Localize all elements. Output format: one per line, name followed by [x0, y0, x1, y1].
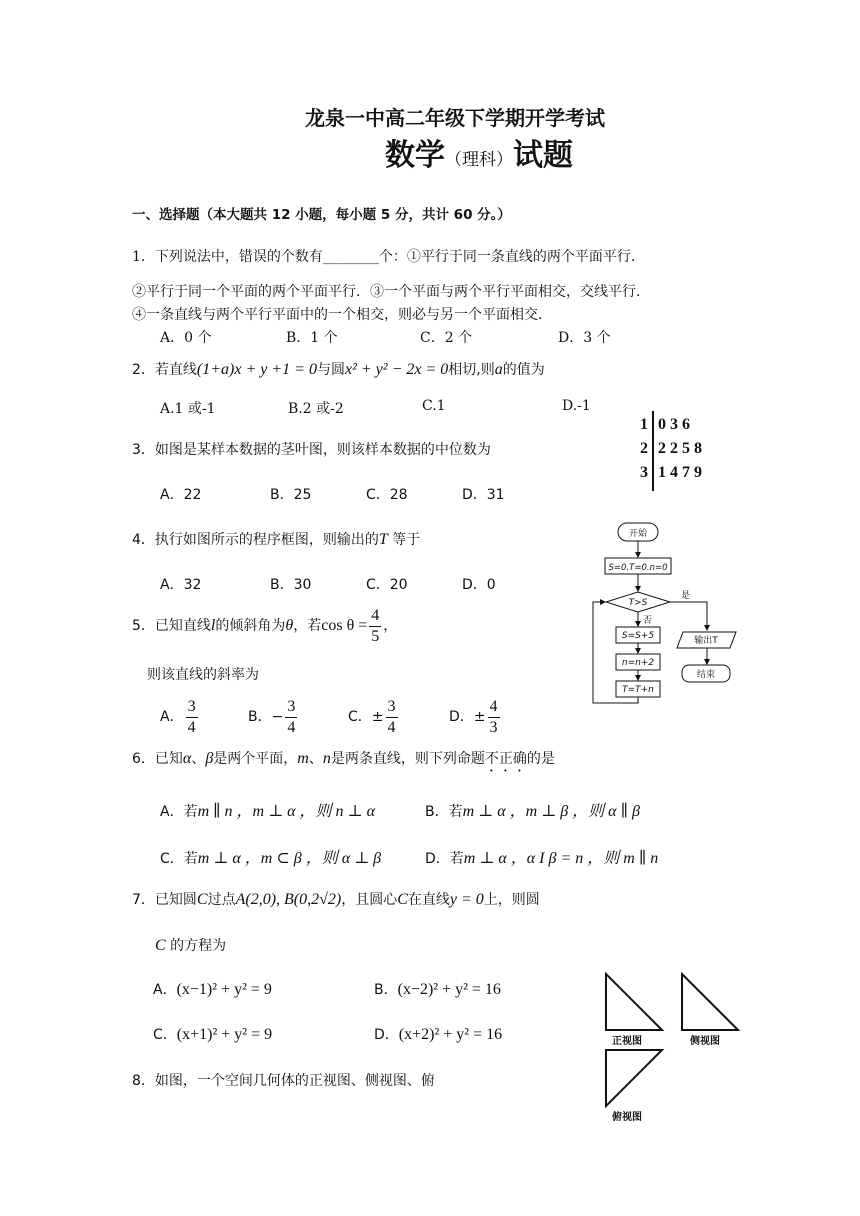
q5-option-a-num: 3	[186, 699, 198, 718]
q6-option-d-label: D．若	[425, 851, 464, 867]
q5-option-d-num: 4	[488, 699, 500, 718]
q5-option-c-sign: ±	[371, 709, 384, 725]
q2-option-b: B.2 或-2	[288, 401, 344, 417]
q6-option-a-expr: m ∥ n ，m ⊥ α ，则 n ⊥ α	[197, 803, 375, 820]
q4-option-d: D．0	[462, 577, 496, 593]
q1-line1: 1．下列说法中，错误的个数有________个：①平行于同一条直线的两个平面平行．	[132, 249, 645, 265]
flow-step3-label: T=T+n	[622, 685, 654, 695]
q1-line3: ④一条直线与两个平行平面中的一个相交，则必与另一个平面相交．	[132, 307, 552, 323]
q7-line2	[155, 935, 226, 955]
q5-option-d-den: 3	[489, 718, 498, 736]
flow-end-label: 结束	[696, 670, 716, 680]
q5-mid2: ，若	[293, 618, 322, 634]
q6-sep: 、	[191, 751, 206, 767]
q6-option-b-expr: m ⊥ α ，m ⊥ β ，则 α ∥ β	[462, 803, 640, 820]
q7-line2-text: 的方程为	[170, 938, 227, 954]
q6-prefix: 6．已知	[132, 751, 183, 767]
q5-option-d	[449, 695, 502, 739]
q7-option-a-label: A．	[153, 982, 177, 998]
q5-option-b-num: 3	[285, 699, 297, 718]
leaves-1: 0 3 6	[658, 416, 690, 433]
q2-var: a	[494, 361, 503, 378]
flow-output-label: 输出T	[694, 636, 718, 646]
q3-option-a: A．22	[160, 487, 202, 503]
top-view-shape	[606, 1050, 662, 1106]
q7-option-d-label: D．	[374, 1027, 399, 1043]
q5-option-a	[160, 695, 200, 739]
q6-option-a	[160, 798, 375, 821]
q2-option-a: A.1 或-1	[160, 401, 216, 417]
side-view-shape	[682, 974, 738, 1030]
q5-option-b	[248, 695, 299, 739]
page-subtitle	[385, 130, 573, 174]
q6-line	[132, 748, 555, 775]
q6-emphasis: 不正确	[484, 751, 527, 767]
q4-option-a: A．32	[160, 577, 202, 593]
q4-text: 4．执行如图所示的程序框图，则输出的	[132, 532, 379, 548]
q5-option-c-num: 3	[386, 699, 398, 718]
stem-divider	[652, 411, 654, 491]
q5-option-d-sign: ±	[473, 709, 486, 725]
q5-cos: cos θ =	[321, 617, 368, 634]
q4-var: T	[378, 531, 388, 548]
q2-option-d: D.-1	[562, 398, 591, 414]
q1-line2: ②平行于同一个平面的两个平面平行．③一个平面与两个平行平面相交，交线平行．	[132, 284, 650, 300]
q5-line2: 则该直线的斜率为	[147, 667, 259, 683]
q6-option-d	[425, 845, 658, 868]
q5-end: ，	[383, 618, 398, 634]
q7-line1	[132, 889, 540, 909]
flow-no-label: 否	[643, 616, 653, 626]
q7-points: A(2,0), B(0,2√2)	[235, 891, 342, 908]
q6-option-b	[425, 798, 640, 821]
q5-num: 4	[369, 608, 381, 627]
q5-option-c	[348, 695, 400, 739]
three-views-figure	[598, 968, 748, 1128]
q3-option-c: C．28	[366, 487, 408, 503]
q5-option-c-frac	[386, 699, 398, 736]
q1-option-d: D．3 个	[558, 330, 611, 346]
q7-end: 上，则圆	[483, 892, 540, 908]
top-view-label: 俯视图	[612, 1112, 642, 1123]
flow-cond-label: T>S	[628, 598, 648, 608]
q2-suffix-a: 相切,则	[448, 362, 495, 378]
stem-2: 2	[640, 440, 648, 457]
q5-option-d-frac	[488, 699, 500, 736]
q2-line	[132, 359, 545, 379]
page-title: 龙泉一中高二年级下学期开学考试	[305, 106, 605, 130]
subtitle-end: 试题	[513, 138, 573, 173]
stem-1: 1	[640, 416, 648, 433]
q4-option-b: B．30	[270, 577, 312, 593]
q6-sep2: 、	[308, 751, 323, 767]
flow-yes-label: 是	[681, 591, 691, 601]
q7-option-c	[153, 1024, 272, 1044]
q7-mid1: 过点	[207, 892, 236, 908]
q6-end: 的是	[526, 751, 555, 767]
q7-option-a	[153, 979, 272, 999]
front-view-shape	[606, 974, 662, 1030]
subtitle-sub: （理科）	[445, 150, 513, 170]
q5-option-d-label: D．	[449, 709, 474, 725]
q6-option-b-label: B．若	[425, 804, 463, 820]
stem-leaf-plot	[638, 413, 718, 491]
q5-option-b-frac	[285, 699, 297, 736]
q5-option-c-den: 4	[387, 718, 396, 736]
q6-option-a-label: A．若	[160, 804, 198, 820]
q5-line1	[132, 604, 397, 648]
q4-option-c: C．20	[366, 577, 408, 593]
q7-option-b-label: B．	[374, 982, 398, 998]
q7-mid3: 在直线	[407, 892, 450, 908]
q2-expr2: x² + y² − 2x = 0	[344, 361, 449, 378]
q7-mid2: ，且圆心	[341, 892, 398, 908]
q7-option-d	[374, 1024, 502, 1044]
flow-start-label: 开始	[628, 529, 648, 539]
q7-var-c: C	[196, 891, 208, 908]
q4-line	[132, 529, 420, 549]
leaves-2: 2 2 5 8	[658, 440, 702, 457]
section-header: 一、选择题（本大题共 12 小题，每小题 5 分，共计 60 分。）	[132, 207, 511, 223]
q6-alpha: α	[182, 750, 192, 767]
q5-var-l: l	[210, 617, 216, 634]
q7-line-eq: y = 0	[449, 891, 484, 908]
q7-option-d-expr: (x+2)² + y² = 16	[398, 1026, 503, 1043]
q7-var-c2: C	[397, 891, 408, 908]
q2-prefix: 2．若直线	[132, 362, 197, 378]
q1-option-c: C．2 个	[420, 330, 473, 346]
q6-beta: β	[205, 750, 214, 767]
q3-text: 3．如图是某样本数据的茎叶图，则该样本数据的中位数为	[132, 442, 491, 458]
q5-den: 5	[371, 627, 380, 645]
q7-option-a-expr: (x−1)² + y² = 9	[176, 981, 272, 998]
q6-option-c	[160, 845, 381, 868]
q5-prefix: 5．已知直线	[132, 618, 211, 634]
q5-mid: 的倾斜角为	[215, 618, 286, 634]
front-view-label: 正视图	[612, 1036, 642, 1047]
q3-option-b: B．25	[270, 487, 312, 503]
q6-n: n	[322, 750, 331, 767]
flow-init-label: S=0.T=0.n=0	[608, 563, 668, 573]
flowchart	[585, 515, 760, 710]
q8-text: 8．如图，一个空间几何体的正视图、侧视图、俯	[132, 1073, 435, 1089]
q7-line2-var: C	[155, 937, 166, 954]
q7-option-c-expr: (x+1)² + y² = 9	[176, 1026, 273, 1043]
flow-step1-label: S=S+5	[621, 631, 655, 641]
q2-suffix-b: 的值为	[502, 362, 545, 378]
q3-option-d: D．31	[462, 487, 505, 503]
q5-option-a-den: 4	[187, 718, 196, 736]
q7-option-b-expr: (x−2)² + y² = 16	[397, 981, 501, 998]
q5-fraction	[369, 608, 381, 645]
stem-3: 3	[640, 464, 648, 481]
q5-option-b-sign: −	[271, 709, 284, 725]
q5-option-c-label: C．	[348, 709, 372, 725]
q6-option-c-label: C．若	[160, 851, 198, 867]
q6-m: m	[297, 750, 309, 767]
q1-option-a: A．0 个	[160, 330, 212, 346]
q1-option-b: B．1 个	[286, 330, 338, 346]
q6-option-d-expr: m ⊥ α ，α I β = n ，则 m ∥ n	[463, 850, 659, 867]
q5-option-a-label: A．	[160, 709, 184, 725]
q6-mid1: 是两个平面，	[213, 751, 298, 767]
leaves-3: 1 4 7 9	[658, 464, 702, 481]
q5-var-theta: θ	[285, 617, 294, 634]
q2-expr1: (1+a)x + y +1 = 0	[196, 361, 317, 378]
q6-mid2: 是两条直线，则下列命题	[330, 751, 485, 767]
q5-option-b-den: 4	[287, 718, 296, 736]
q4-suffix: 等于	[392, 532, 421, 548]
side-view-label: 侧视图	[690, 1036, 720, 1047]
q7-prefix: 7．已知圆	[132, 892, 197, 908]
q5-option-a-frac	[186, 699, 198, 736]
q7-option-b	[374, 979, 501, 999]
subtitle-main: 数学	[385, 138, 445, 173]
q2-mid: 与圆	[316, 362, 345, 378]
q5-option-b-label: B．	[248, 709, 272, 725]
q7-option-c-label: C．	[153, 1027, 177, 1043]
q2-option-c: C.1	[422, 398, 446, 414]
flow-step2-label: n=n+2	[621, 658, 655, 668]
q6-option-c-expr: m ⊥ α ，m ⊂ β ，则 α ⊥ β	[197, 850, 382, 867]
